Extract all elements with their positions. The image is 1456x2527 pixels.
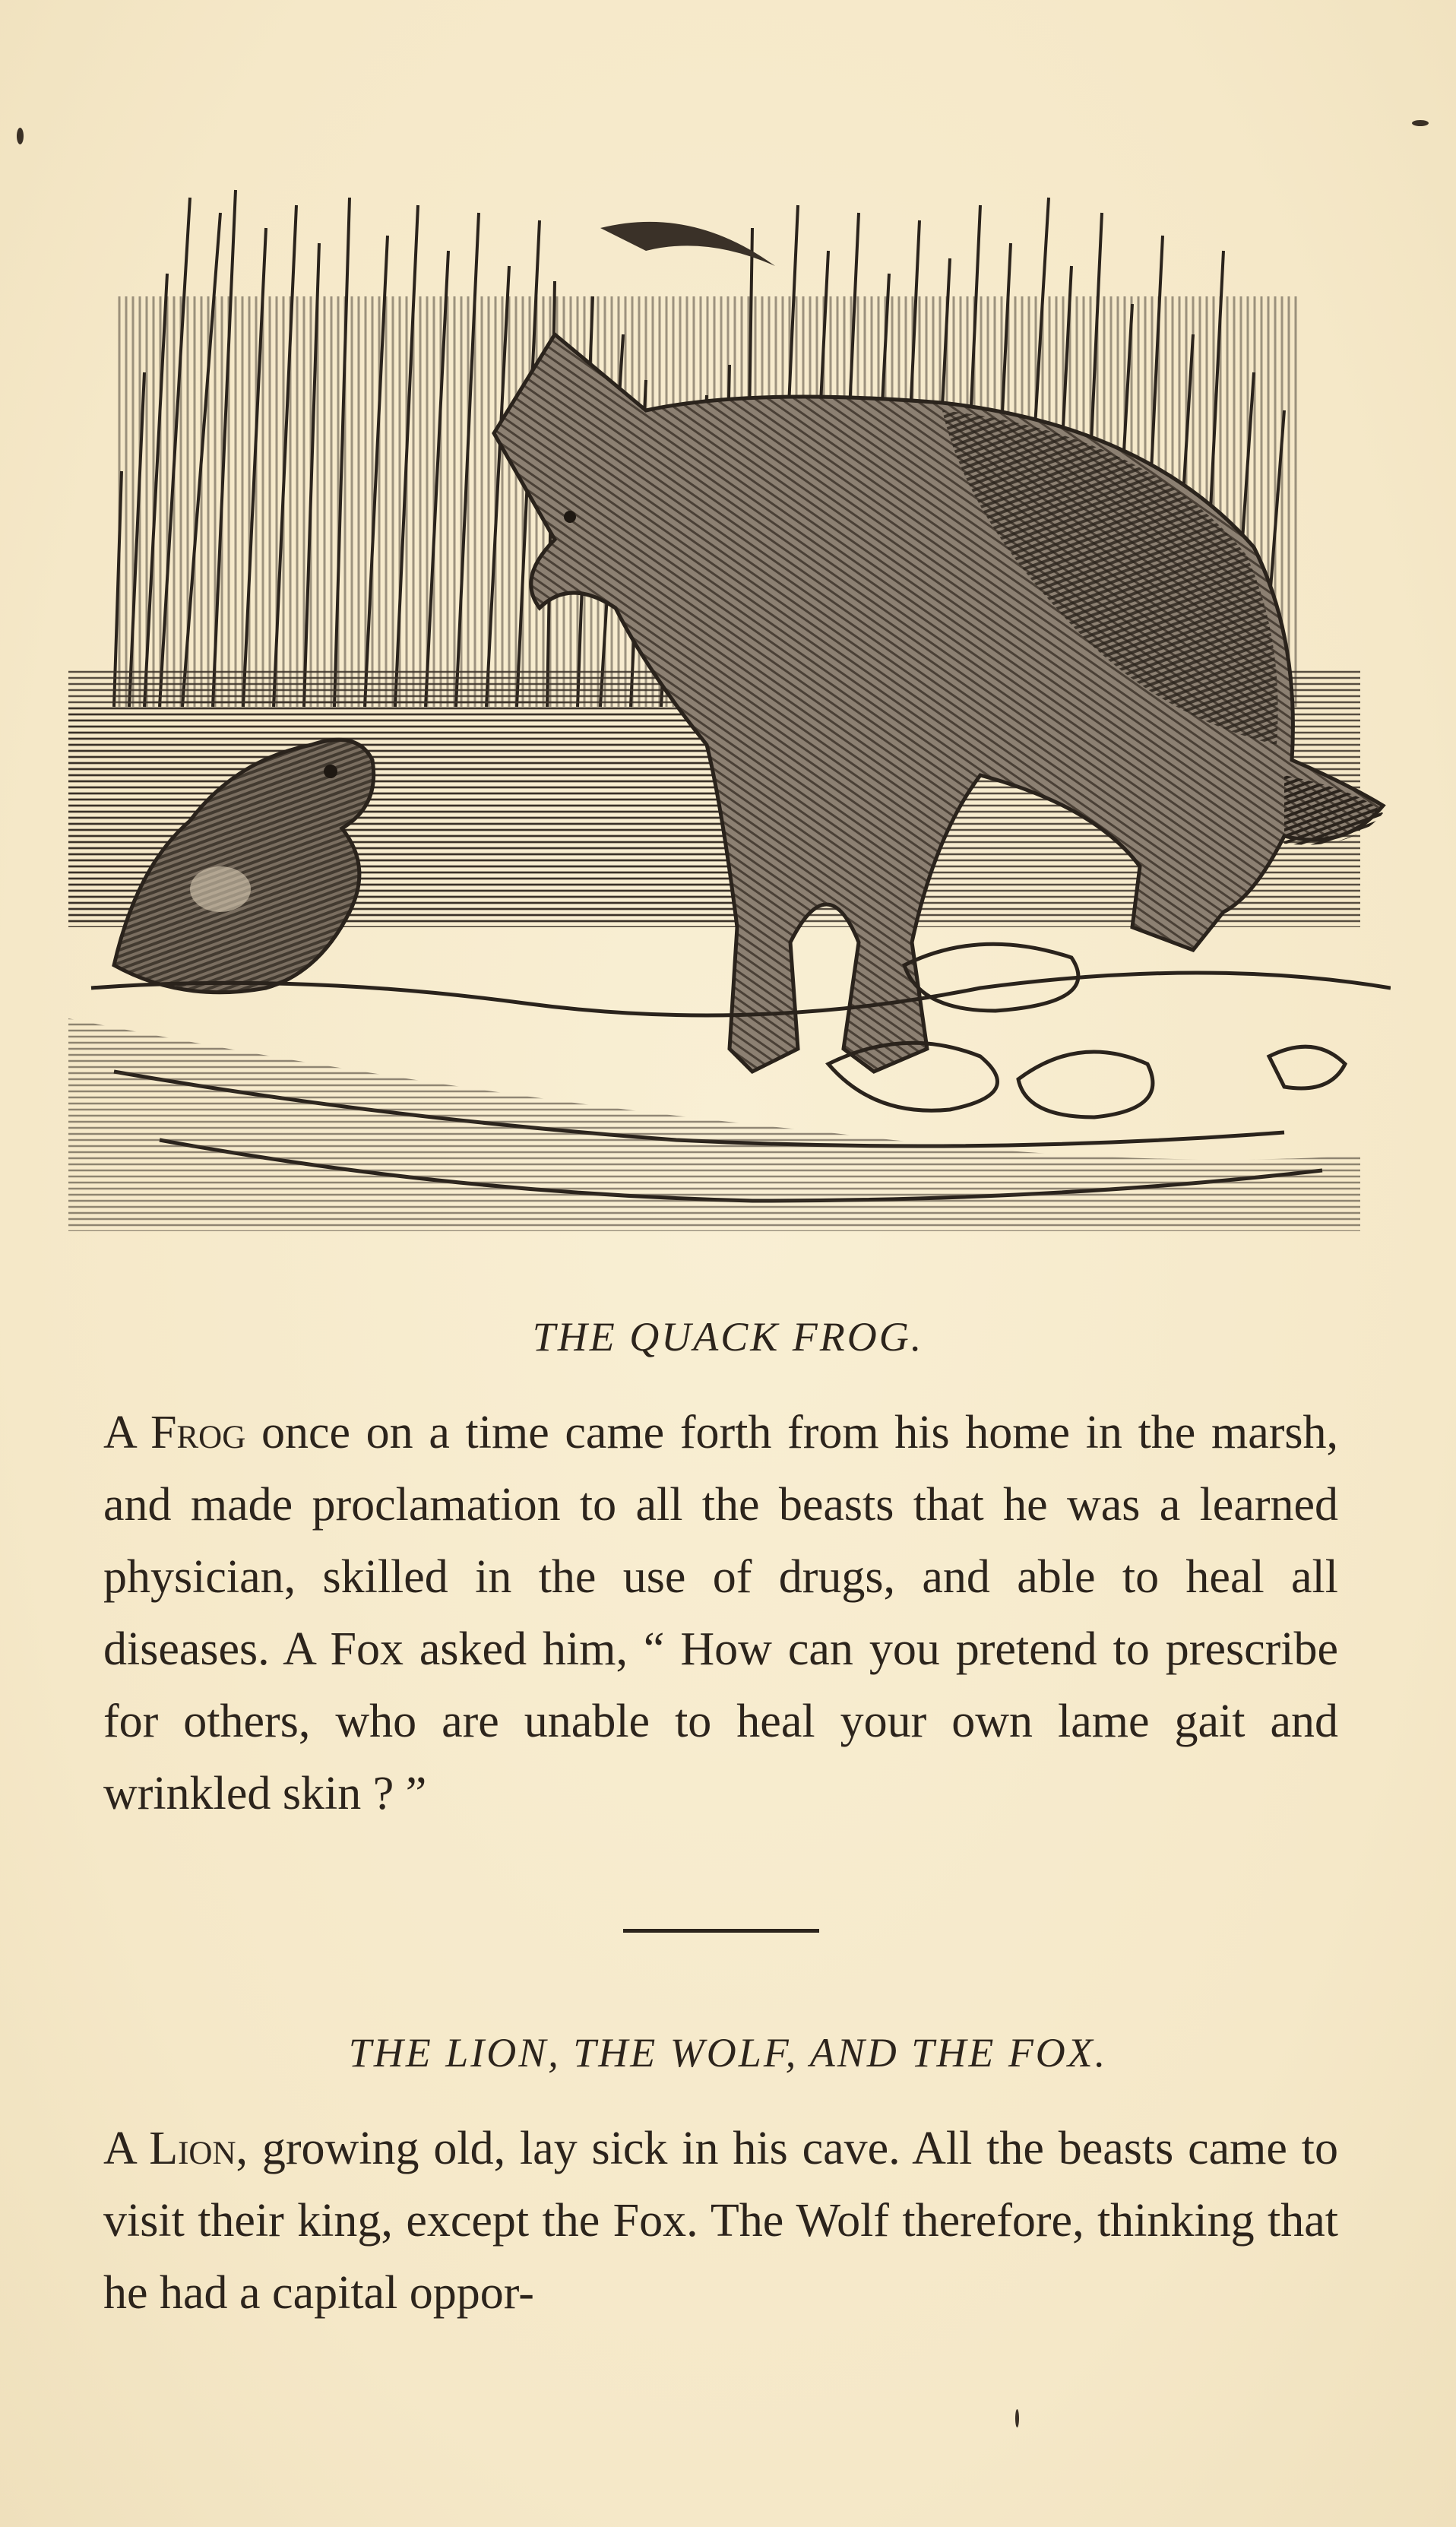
- fable-body-text: , growing old, lay sick in his cave. All the beasts came to visit their king, except the Fox. The Wolf therefore, thinking that he had a capital oppor-: [103, 2123, 1338, 2319]
- fox-and-frog-engraving: [68, 182, 1391, 1246]
- fable-title: THE QUACK FROG.: [532, 1314, 924, 1360]
- fable-title: THE LION, THE WOLF, AND THE FOX.: [348, 2030, 1108, 2076]
- fable-text: [103, 2113, 1338, 2329]
- section-divider: [623, 1929, 819, 1933]
- ink-speck: [17, 128, 24, 144]
- ink-speck: [1015, 2409, 1019, 2427]
- fable-body-text: once on a time came forth from his home in the marsh, and made proclamation to all the beasts that he was a learned physician, skilled in the use of drugs, and able to heal all diseases. A Fox asked him, “ How can you pretend to prescribe for others, who are unable to heal your own lame gait and wrinkled skin ? ”: [103, 1407, 1339, 1819]
- ink-speck: [1412, 120, 1429, 126]
- fable-lead-word: A Lion: [103, 2123, 236, 2174]
- fable-lead-word: A Frog: [103, 1407, 246, 1458]
- fable-text: [103, 1397, 1338, 1830]
